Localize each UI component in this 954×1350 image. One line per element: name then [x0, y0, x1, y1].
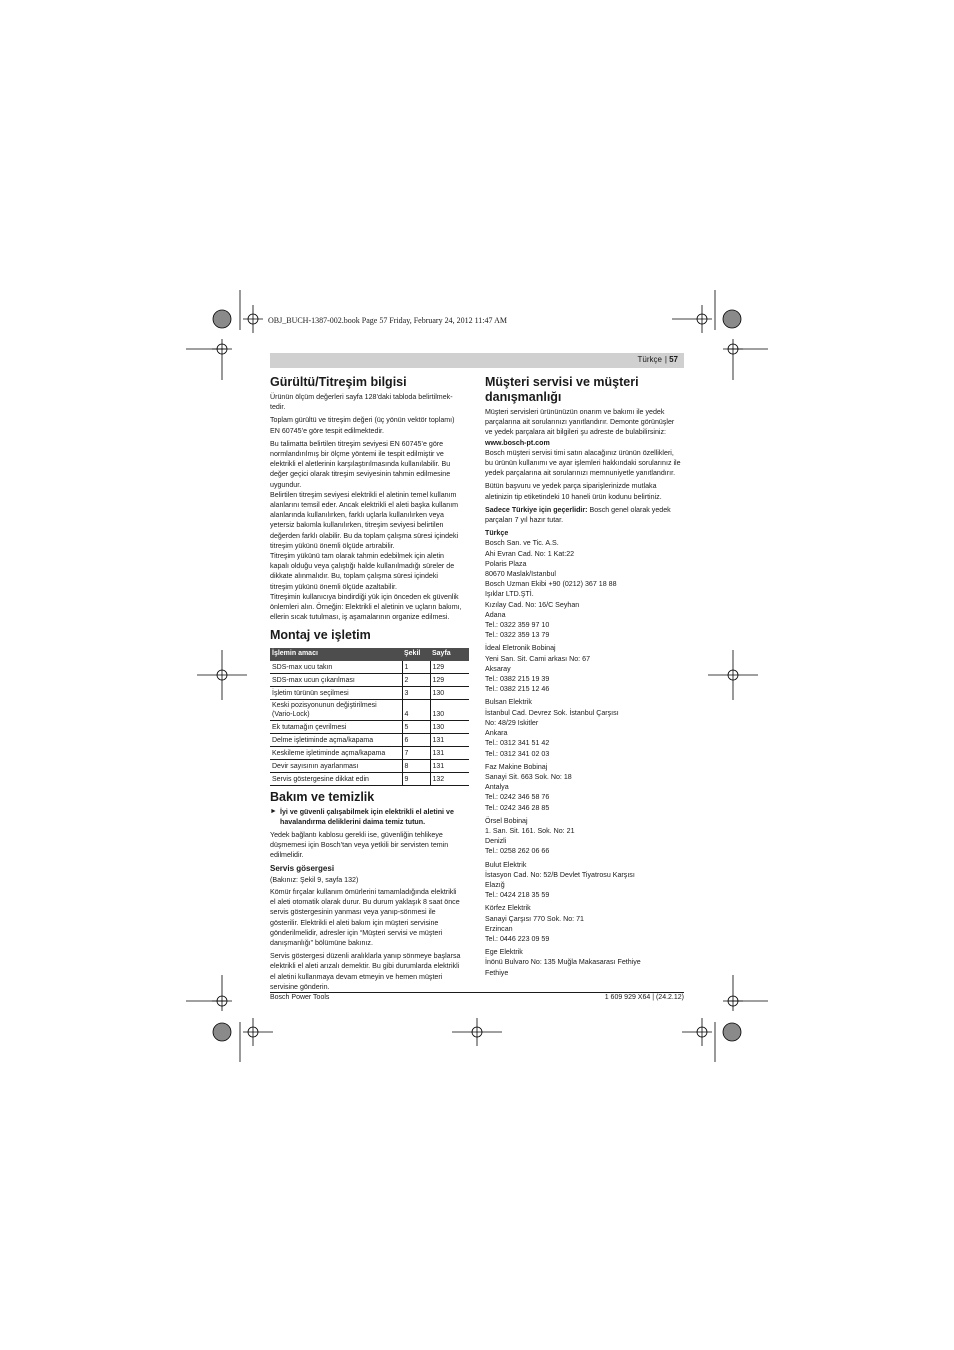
noise-paragraph-3: Bu talimatta belirtilen titreşim seviyesi EN 60745’e göre normlandırılmış bir ölçme yöntemi ile tespit edilmiştir ve elektrikli el aletlerinin karşılaştırılmasında kullanılabilir. Bu değer geçici olarak titreşim seviyesinin tahmin edilmesine uygundur. Belirtilen titreşim seviyesi elektrikli el aletinin temel kullanım alanlarını temsil eder. Ancak elektrikli el aleti başka kullanım alanlarında kullanılırken, farklı uçlarla kullanılırken veya yetersiz bakımla kullanılırken, titreşim seviyesi belirtilen değerden farklı olabilir. Bu da toplam çalışma süresi içindeki titreşim yükünü önemli ölçüde artırabilir. Titreşim yükünü tam olarak tahmin edebilmek için aletin kapalı olduğu veya çalıştığı halde kullanılmadığı süreler de dikkate alınmalıdır. Bu, toplam çalışma süresi içindeki titreşim yükünü önemli ölçüde azaltabilir. Titreşimin kullanıcıya bindirdiği yük için önceden ek güvenlik önlemleri alın. Örneğin: Elektrikli el aletinin ve uçların bakımı, ellerin sıcak tutulması, iş aşamalarının organize edilmesi.: [270, 439, 462, 622]
noise-title: Gürültü/Titreşim bilgisi: [270, 375, 407, 389]
table-row: Ek tutamağın çevrilmesi 5 130: [270, 720, 469, 733]
bakim-paragraph: Yedek bağlantı kablosu gerekli ise, güvenliğin tehlikeye düşmemesi için Bosch’tan veya yetkili bir servisten temin edilmelidir.: [270, 831, 449, 860]
table-row: SDS-max ucun çıkarılması 2 129: [270, 673, 469, 686]
servis-paragraph-1: Kömür fırçalar kullanım ömürlerini tamamladığında elektrikli el aleti otomatik olarak durur. Bu durum yaklaşık 8 saat önce servis göstergesinin yanması veya yanıp-sönmesi ile gösterilir. Elektrikli el aleti bakım için müşteri servisine gönderilmelidir, adresler için “Müşteri servisi ve müşteri danışmanlığı” bölümüne bakınız.: [270, 887, 460, 947]
service-paragraph-3: Bütün başvuru ve yedek parça siparişlerinizde mutlaka aletinizin tip etiketindeki 10 haneli ürün kodunu belirtiniz.: [485, 482, 662, 501]
table-header-page: Sayfa: [430, 648, 469, 660]
table-header-row: [270, 648, 469, 660]
page-header-bar: [270, 353, 684, 368]
table-header-purpose: İşlemin amacı: [270, 648, 402, 660]
address-block: Bulsan Elektrik İstanbul Cad. Devrez Sok. İstanbul Çarşısı No: 48/29 Iskitler Ankara Tel.: 0312 341 51 42 Tel.: 0312 341 02 03: [485, 698, 619, 758]
footer-divider: [270, 992, 684, 993]
address-block: Faz Makine Bobinaj Sanayi Sit. 663 Sok. No: 18 Antalya Tel.: 0242 346 58 76 Tel.: 0242 346 28 85: [485, 762, 572, 812]
table-header-figure: Şekil: [402, 648, 430, 660]
table-row: Keskileme işletiminde açma/kapama 7 131: [270, 746, 469, 759]
montaj-title: Montaj ve işletim: [270, 628, 371, 643]
header-separator: |: [664, 355, 667, 364]
address-block: Körfez Elektrik Sanayi Çarşısı 770 Sok. No: 71 Erzincan Tel.: 0446 223 09 59: [485, 904, 584, 943]
servis-paragraph-2: Servis göstergesi düzenli aralıklarla yanıp sönmeye başlarsa elektrikli el aleti arızalı demektir. Bu gibi durumlarda elektrikli el aletini kullanmaya devam etmeyin ve hemen müşteri servisine gönderin.: [270, 952, 461, 991]
servis-title: Servis gösergesi: [270, 863, 335, 873]
table-row: İşletim türünün seçilmesi 3 130: [270, 686, 469, 699]
noise-paragraph-1: Ürünün ölçüm değerleri sayfa 128’daki tabloda belirtilmek- tedir.: [270, 393, 453, 412]
address-block: Bosch San. ve Tic. A.S. Ahi Evran Cad. No: 1 Kat:22 Polaris Plaza 80670 Maslak/Istanbul Bosch Uzman Ekibi +90 (0212) 367 18 88 Işıklar LTD.ŞTİ. Kızılay Cad. No: 16/C Seyhan Adana Tel.: 0322 359 97 10 Tel.: 0322 359 13 79: [485, 539, 617, 640]
noise-paragraph-2: Toplam gürültü ve titreşim değeri (üç yönün vektör toplamı) EN 60745’e göre tespit edilmektedir.: [270, 416, 455, 435]
footer-code: 1 609 929 X64 | (24.2.12): [604, 994, 684, 1001]
address-block: Ege Elektrik İnönü Bulvaro No: 135 Muğla Makasarası Fethiye Fethiye: [485, 948, 641, 977]
address-block: Bulut Elektrik İstasyon Cad. No: 52/B Devlet Tiyatrosu Karşısı Elazığ Tel.: 0424 218 35 59: [485, 860, 635, 900]
customer-service-title: Müşteri servisi ve müşteri danışmanlığı: [485, 375, 639, 404]
address-block: İdeal Eletronik Bobinaj Yeni San. Sit. Cami arkası No: 67 Aksaray Tel.: 0382 215 19 39 Tel.: 0382 215 12 46: [485, 644, 591, 694]
table-row: Servis göstergesine dikkat edin 9 132: [270, 772, 469, 785]
website-link[interactable]: www.bosch-pt.com: [485, 438, 550, 447]
footer-brand: Bosch Power Tools: [270, 994, 330, 1001]
file-info: OBJ_BUCH-1387-002.book Page 57 Friday, February 24, 2012 11:47 AM: [268, 316, 507, 325]
right-column: [485, 372, 685, 981]
turkey-only-note: Sadece Türkiye için geçerlidir: Bosch genel olarak yedek parçaları 7 yıl hazır tutar.: [485, 505, 671, 525]
service-paragraph-1: Müşteri servisleri ürününüzün onarım ve bakımı ile yedek parçalarına ait sorularınızı yanıtlandırır. Demonte görünüşler ve yedek parçalara ait bilgileri şu adreste de bulabilirsiniz: www.bosch-pt.com Bosch müşteri servisi timi satın alacağınız ürünün özellikleri, bu ürünün kullanımı ve ayar işlemleri hakkındaki sorularınız ile yedek parçalarına ait sorularınızı memnuniyetle yanıtlandırır.: [485, 407, 685, 478]
address-block: Örsel Bobinaj 1. San. Sit. 161. Sok. No: 21 Denizli Tel.: 0258 262 06 66: [485, 816, 575, 856]
operations-table: [270, 648, 469, 785]
servis-reference: (Bakınız: Şekil 9, sayfa 132): [270, 875, 359, 884]
table-row: Keski pozisyonunun değiştirilmesi (Vario-Lock) 4 130: [270, 699, 469, 720]
turkce-label: Türkçe: [485, 529, 509, 538]
page-number: 57: [669, 355, 678, 364]
table-row: Delme işletiminde açma/kapama 6 131: [270, 733, 469, 746]
table-row: Devir sayısının ayarlanması 8 131: [270, 759, 469, 772]
bakim-title: Bakım ve temizlik: [270, 789, 375, 804]
bakim-bullet: ► İyi ve güvenli çalışabilmek için elektrikli el aletini ve havalandırma deliklerini daima temiz tutun.: [270, 807, 454, 826]
bullet-arrow-icon: ►: [270, 807, 277, 815]
table-row: SDS-max ucu takın 1 129: [270, 661, 469, 674]
left-column: [270, 372, 470, 995]
header-language: Türkçe: [637, 355, 662, 364]
